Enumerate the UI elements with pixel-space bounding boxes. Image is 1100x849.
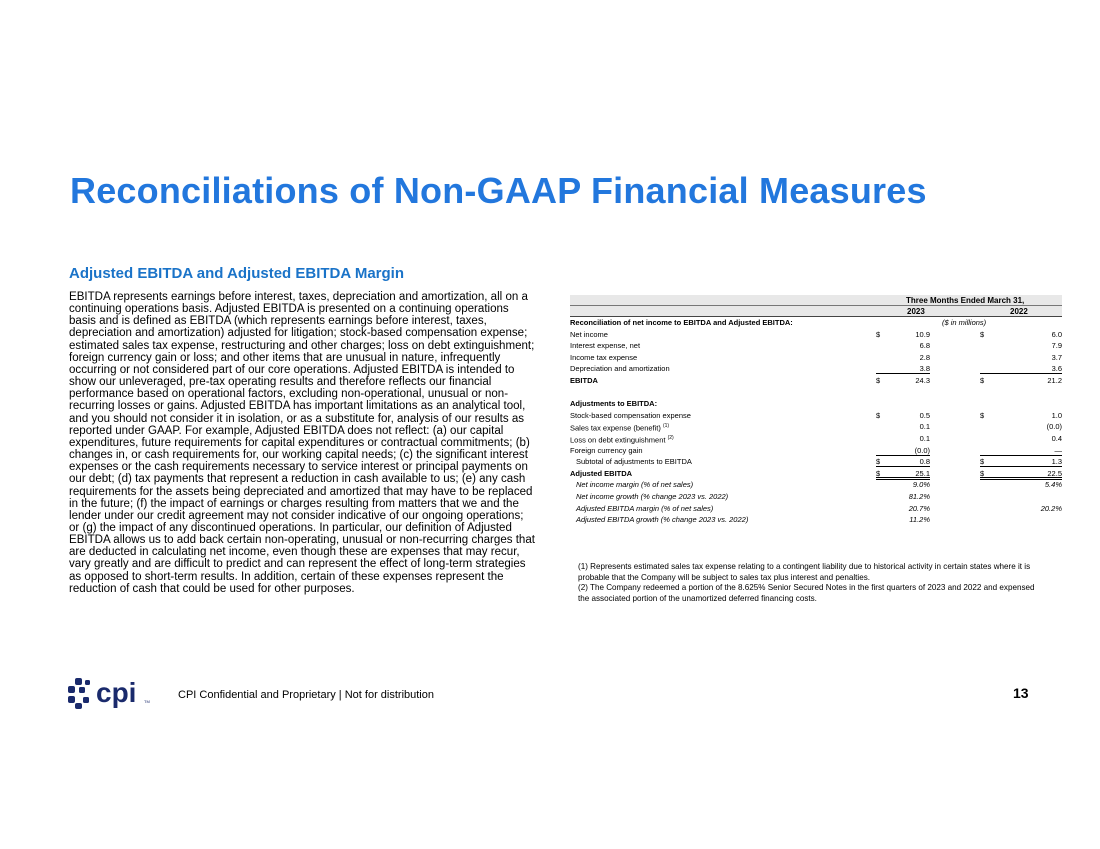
table-row	[570, 433, 1062, 445]
table-row	[570, 375, 1062, 387]
currency-symbol: $	[876, 410, 881, 420]
cpi-logo-graphic	[66, 676, 156, 710]
currency-symbol: $	[980, 329, 985, 339]
value-2023: 25.1	[915, 468, 930, 478]
value-2023: 24.3	[915, 375, 930, 385]
row-label: Interest expense, net	[570, 341, 641, 351]
table-row	[570, 317, 1062, 329]
currency-symbol: $	[980, 468, 985, 478]
col-2023-header: 2023	[907, 307, 925, 316]
currency-symbol: $	[980, 410, 985, 420]
row-label: Stock-based compensation expense	[570, 410, 691, 420]
units-label: ($ in millions)	[942, 318, 987, 327]
table-row	[570, 456, 1062, 468]
row-label: EBITDA	[570, 375, 598, 385]
body-paragraph: EBITDA represents earnings before interest, taxes, depreciation and amortization, all on a continuing operations basis. Adjusted EBITDA is presented on a continuing operations basis and is defined as EBITDA (which represents earnings before interest, taxes, depreciation and amortization) adjusted for litigation; stock-based compensation expense; estimated sales tax expense, restructuring and other charges; loss on debt extinguishment; foreign currency gain or loss; and other items that are unusual in nature, infrequently occurring or not considered part of our core operations. Adjusted EBITDA is intended to show our unleveraged, pre-tax operating results and therefore reflects our financial performance based on operational factors, excluding non-operational, unusual or non-recurring losses or gains. Adjusted EBITDA has important limitations as an analytical tool, and you should not consider it in isolation, or as a substitute for, analysis of our results as reported under GAAP. For example, Adjusted EBITDA does not reflect: (a) our capital expenditures, future requirements for capital expenditures or contractual commitments; (b) changes in, or cash requirements for, our working capital needs; (c) the significant interest expenses or the cash requirements necessary to service interest or principal payments on our debt; (d) tax payments that represent a reduction in cash available to us; (e) any cash requirements for the assets being depreciated and amortized that may have to be replaced in the future; (f) the impact of earnings or charges resulting from matters that we and the lender under our credit agreement may not consider indicative of our ongoing operations; or (g) the impact of any discontinued operations. In particular, our definition of Adjusted EBITDA allows us to add back certain non-operating, unusual or non-recurring charges that are deducted in calculating net income, even though these are expenses that may recur, vary greatly and are difficult to predict and can represent the effect of long-term strategies as opposed to short-term results. In addition, certain of these expenses represent the reduction of cash that could be used for other purposes.	[69, 291, 535, 595]
value-2023: (0.0)	[914, 445, 930, 455]
row-label-text: Sales tax expense (benefit)	[570, 423, 661, 433]
row-label: Net income growth (% change 2023 vs. 2022)	[576, 491, 729, 501]
adjustments-label: Adjustments to EBITDA:	[570, 399, 658, 409]
table-row	[570, 479, 1062, 491]
value-2023: 10.9	[915, 329, 930, 339]
currency-symbol: $	[980, 457, 985, 467]
table-row	[570, 329, 1062, 341]
value-2023: 0.8	[919, 457, 930, 467]
value-2022: 1.0	[1051, 410, 1062, 420]
value-2022: 5.4%	[1044, 480, 1062, 490]
row-label: Adjusted EBITDA margin (% of net sales)	[576, 503, 714, 513]
value-2022: 0.4	[1051, 433, 1062, 443]
value-2022: (0.0)	[1046, 422, 1062, 432]
page-title: Reconciliations of Non-GAAP Financial Measures	[70, 170, 927, 211]
footer-confidential: CPI Confidential and Proprietary | Not for distribution	[178, 689, 434, 701]
table-row	[570, 445, 1062, 457]
table-row	[570, 514, 1062, 526]
row-label: Adjusted EBITDA growth (% change 2023 vs. 2022)	[576, 515, 749, 525]
cpi-logo	[66, 676, 156, 710]
table-period-header	[570, 295, 1062, 306]
table-row	[570, 468, 1062, 480]
table-row	[570, 398, 1062, 410]
table-row	[570, 363, 1062, 375]
row-label: Income tax expense	[570, 352, 638, 362]
double-underline	[980, 477, 1062, 478]
value-2022: 22.5	[1047, 468, 1062, 478]
currency-symbol: $	[876, 329, 881, 339]
double-underline	[876, 477, 930, 478]
table-row	[570, 421, 1062, 433]
table-row	[570, 352, 1062, 364]
row-label: Foreign currency gain	[570, 445, 643, 455]
table-row	[570, 503, 1062, 515]
row-label-text: Loss on debt extinguishment	[570, 435, 666, 445]
footnotes	[578, 562, 1048, 604]
value-2023: 6.8	[919, 341, 930, 351]
value-2023: 20.7%	[908, 503, 930, 513]
value-2022: 21.2	[1047, 375, 1062, 385]
logo-trademark: TM	[144, 699, 150, 704]
logo-text: cpi	[96, 677, 137, 708]
footnote-ref: (1)	[662, 423, 670, 430]
value-2022: 1.3	[1051, 457, 1062, 467]
table-row	[570, 491, 1062, 503]
value-2022: 3.7	[1051, 352, 1062, 362]
value-2023: 11.2%	[909, 515, 930, 525]
table-row	[570, 410, 1062, 422]
value-2022: 7.9	[1051, 341, 1062, 351]
value-2022: —	[1054, 445, 1062, 455]
value-2023: 81.2%	[908, 491, 930, 501]
value-2023: 0.5	[919, 410, 930, 420]
value-2022: 6.0	[1051, 329, 1062, 339]
period-header-label: Three Months Ended March 31,	[906, 296, 1025, 305]
currency-symbol: $	[980, 375, 985, 385]
value-2023: 9.0%	[912, 480, 930, 490]
row-label: Depreciation and amortization	[570, 364, 670, 374]
currency-symbol: $	[876, 457, 881, 467]
value-2023: 3.8	[919, 364, 930, 374]
value-2022: 3.6	[1051, 364, 1062, 374]
value-2022: 20.2%	[1040, 503, 1062, 513]
footnote-ref: (2)	[667, 434, 674, 441]
value-2023: 0.1	[919, 433, 930, 443]
currency-symbol: $	[876, 468, 881, 478]
value-2023: 0.1	[919, 422, 930, 432]
table-spacer	[570, 387, 1062, 399]
page-number: 13	[1013, 685, 1029, 701]
section-label: Reconciliation of net income to EBITDA and Adjusted EBITDA:	[570, 318, 793, 327]
row-label: Adjusted EBITDA	[570, 468, 633, 478]
table-row	[570, 340, 1062, 352]
row-label: Net income margin (% of net sales)	[576, 480, 694, 490]
row-label: Subtotal of adjustments to EBITDA	[576, 457, 692, 467]
col-2022-header: 2022	[1010, 307, 1028, 316]
financial-table	[570, 295, 1062, 526]
footnote-2: (2) The Company redeemed a portion of the 8.625% Senior Secured Notes in the first quarters of 2023 and 2022 and expensed the associated portion of the unamortized deferred financing costs.	[578, 583, 1035, 603]
row-label: Net income	[570, 329, 608, 339]
table-year-header	[570, 306, 1062, 317]
value-2023: 2.8	[919, 352, 930, 362]
footnote-1: (1) Represents estimated sales tax expense relating to a contingent liability due to historical activity in certain states where it is probable that the Company will be subject to sales tax plus interest and penalties.	[578, 562, 1031, 582]
section-heading: Adjusted EBITDA and Adjusted EBITDA Margin	[69, 265, 405, 282]
currency-symbol: $	[876, 375, 881, 385]
